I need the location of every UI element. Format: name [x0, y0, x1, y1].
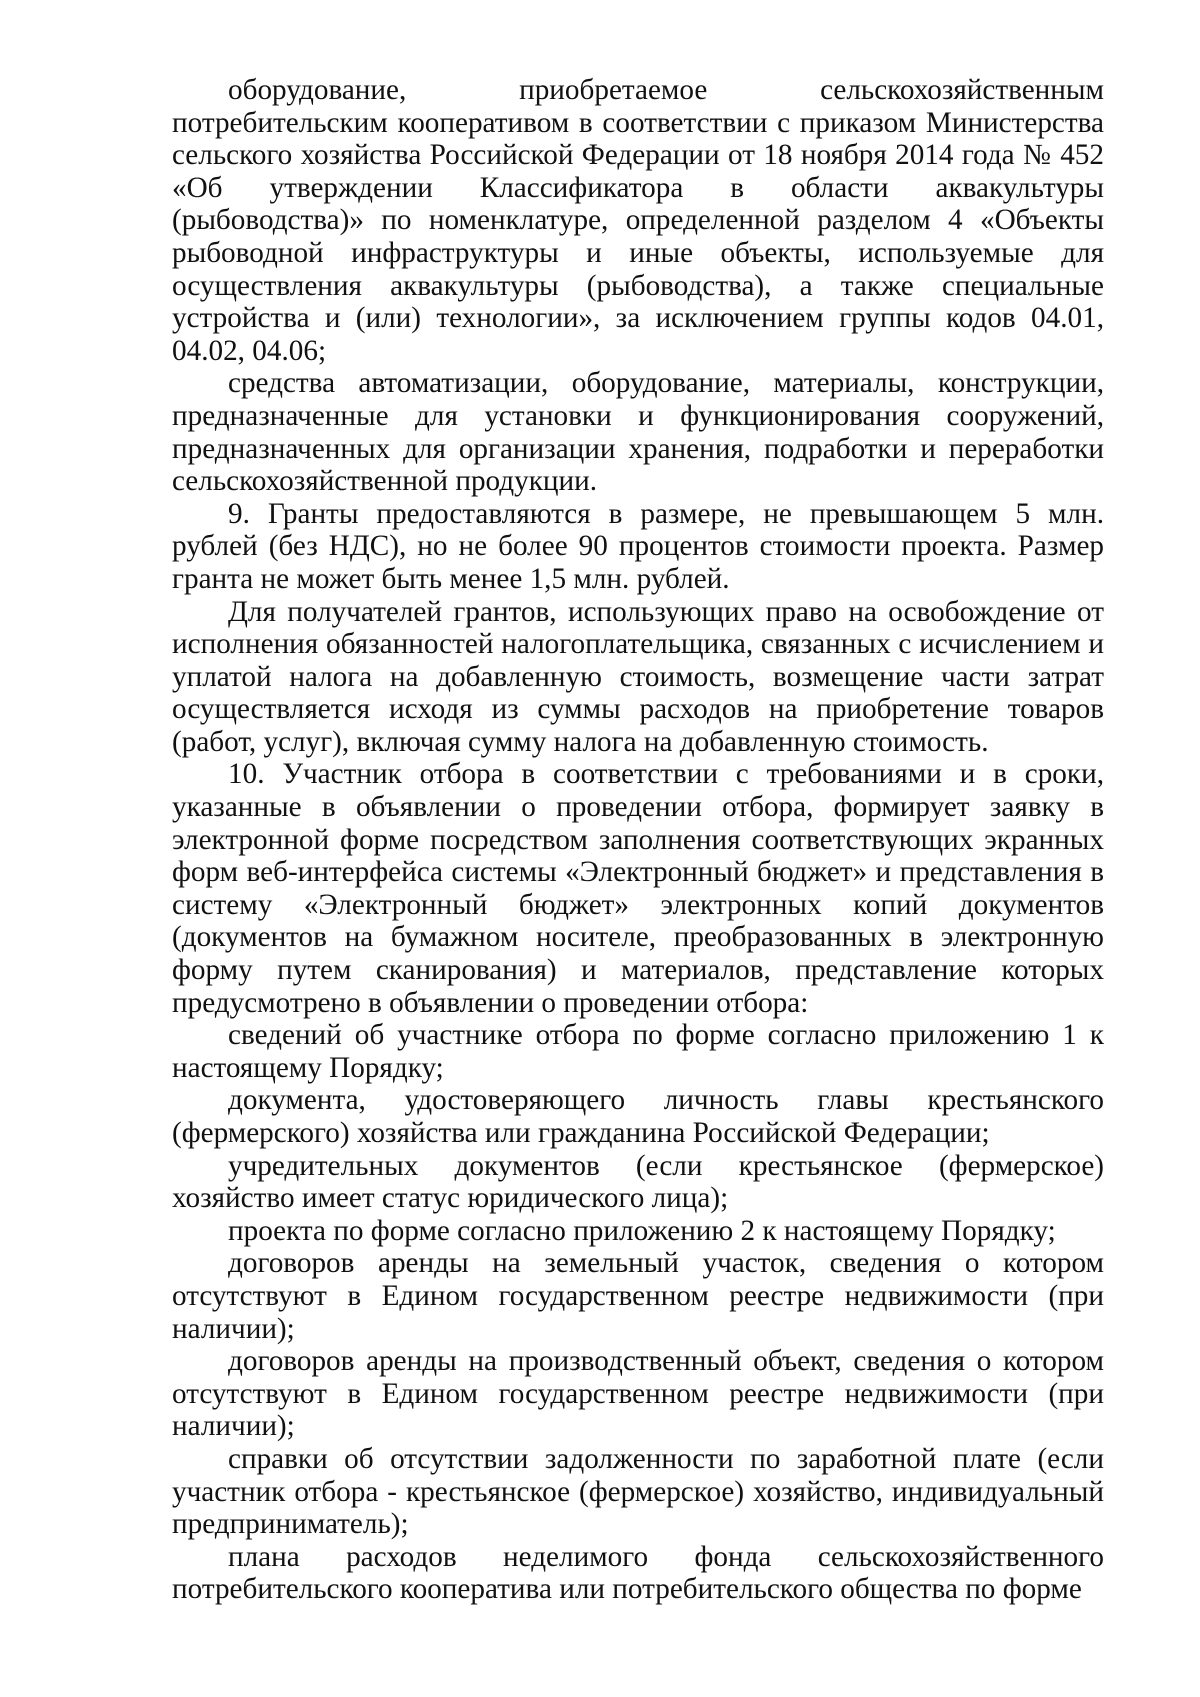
- paragraph-9-grant-size: 9. Гранты предоставляются в размере, не превышающем 5 млн. рублей (без НДС), но не более 90 процентов стоимости проекта. Размер гранта не может быть менее 1,5 млн. рублей.: [172, 497, 1104, 595]
- paragraph-equipment-aquaculture: оборудование, приобретаемое сельскохозяйственным потребительским кооперативом в соответствии с приказом Министерства сельского хозяйства Российской Федерации от 18 ноября 2014 года № 452 «Об утверждении Классификатора в области аквакультуры (рыбоводства)» по номенклатуре, определенной разделом 4 «Объекты рыбоводной инфраструктуры и иные объекты, используемые для осуществления аквакультуры (рыбоводства), а также специальные устройства и (или) технологии», за исключением группы кодов 04.01, 04.02, 04.06;: [172, 74, 1104, 367]
- paragraph-10-application: 10. Участник отбора в соответствии с требованиями и в сроки, указанные в объявлении о проведении отбора, формирует заявку в электронной форме посредством заполнения соответствующих экранных форм веб-интерфейса системы «Электронный бюджет» и представления в систему «Электронный бюджет» электронных копий документов (документов на бумажном носителе, преобразованных в электронную форму путем сканирования) и материалов, представление которых предусмотрено в объявлении о проведении отбора:: [172, 758, 1104, 1019]
- list-item-salary-debt-certificate: справки об отсутствии задолженности по заработной плате (если участник отбора - крестьянское (фермерское) хозяйство, индивидуальный предприниматель);: [172, 1442, 1104, 1541]
- paragraph-automation-means: средства автоматизации, оборудование, материалы, конструкции, предназначенные для установки и функционирования сооружений, предназначенных для организации хранения, подработки и переработки сельскохозяйственной продукции.: [172, 367, 1104, 498]
- list-item-identity-document: документа, удостоверяющего личность главы крестьянского (фермерского) хозяйства или гражданина Российской Федерации;: [172, 1084, 1104, 1149]
- list-item-founding-documents: учредительных документов (если крестьянское (фермерское) хозяйство имеет статус юридического лица);: [172, 1149, 1104, 1215]
- paragraph-vat-exemption: Для получателей грантов, использующих право на освобождение от исполнения обязанностей налогоплательщика, связанных с исчислением и уплатой налога на добавленную стоимость, возмещение части затрат осуществляется исходя из суммы расходов на приобретение товаров (работ, услуг), включая сумму налога на добавленную стоимость.: [172, 595, 1104, 758]
- list-item-land-lease: договоров аренды на земельный участок, сведения о котором отсутствуют в Едином государственном реестре недвижимости (при наличии);: [172, 1247, 1104, 1345]
- list-item-project: проекта по форме согласно приложению 2 к настоящему Порядку;: [228, 1214, 1056, 1247]
- list-item-production-lease: договоров аренды на производственный объект, сведения о котором отсутствуют в Едином государственном реестре недвижимости (при наличии);: [172, 1345, 1104, 1443]
- list-item-participant-info: сведений об участнике отбора по форме согласно приложению 1 к настоящему Порядку;: [172, 1019, 1104, 1084]
- document-body: [172, 74, 1104, 1606]
- list-item-expense-plan: плана расходов неделимого фонда сельскохозяйственного потребительского кооператива или потребительского общества по форме: [172, 1540, 1104, 1606]
